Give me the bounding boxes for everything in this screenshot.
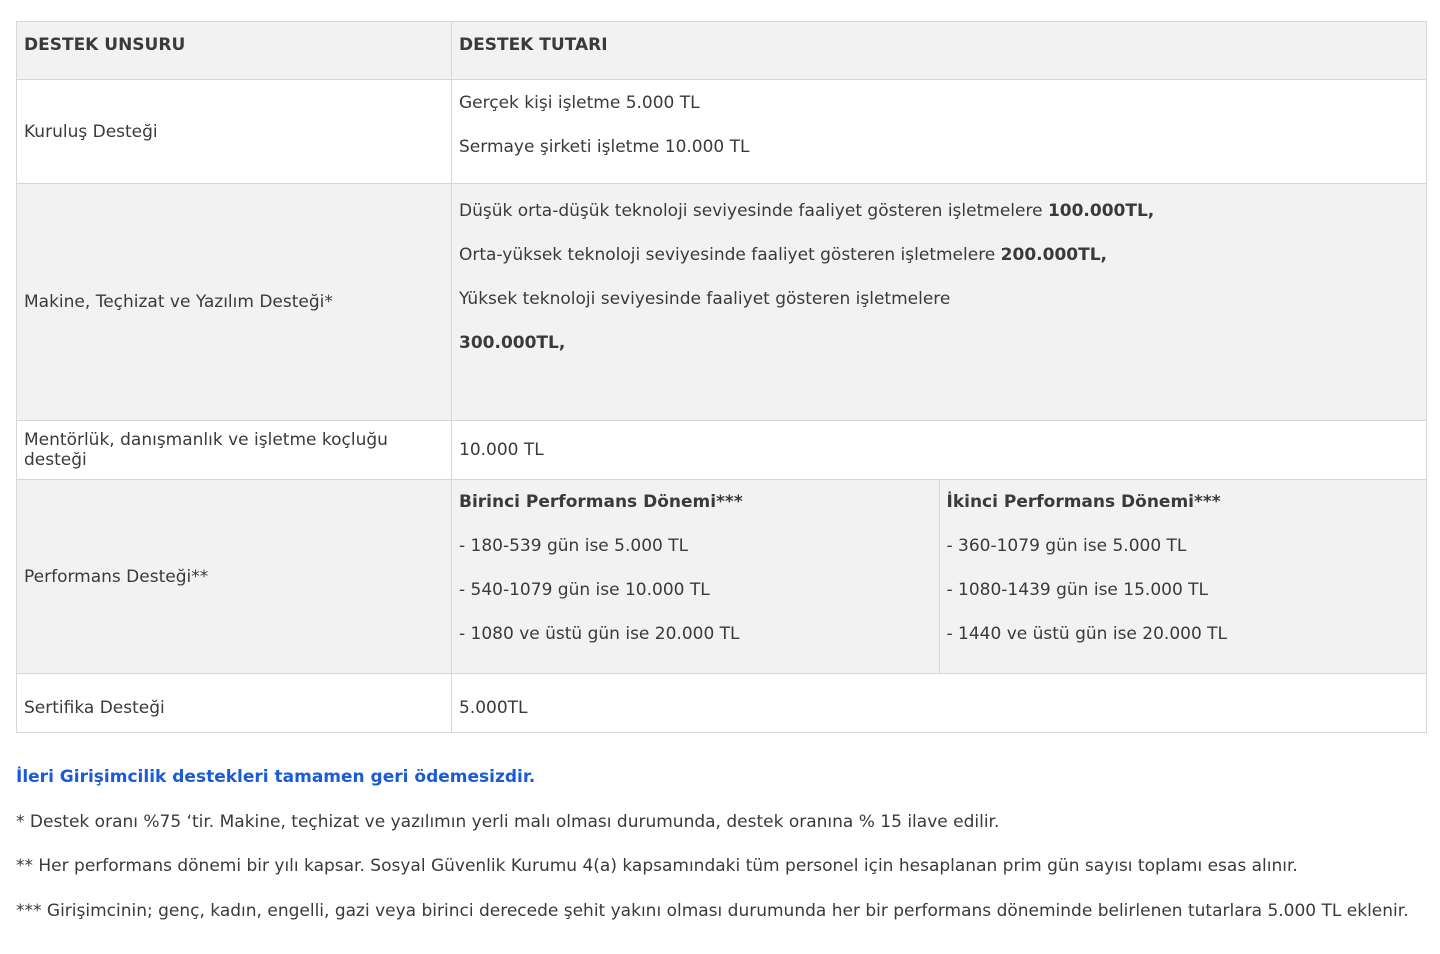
second-period-item-3: - 1440 ve üstü gün ise 20.000 TL	[946, 624, 1228, 644]
makine-line-1	[459, 189, 1419, 233]
row-label-kurulus: Kuruluş Desteği	[17, 80, 452, 184]
first-period-item-3: - 1080 ve üstü gün ise 20.000 TL	[459, 624, 740, 644]
second-period-item-2: - 1080-1439 gün ise 15.000 TL	[946, 580, 1209, 600]
row-value-mentorluk: 10.000 TL	[452, 421, 1427, 480]
kurulus-line-1: Gerçek kişi işletme 5.000 TL	[459, 92, 700, 113]
second-period-title: İkinci Performans Dönemi***	[946, 492, 1221, 512]
table-row-sertifika	[17, 674, 1427, 733]
makine-line-2-amount: 200.000TL,	[1000, 245, 1107, 265]
row-label-mentorluk: Mentörlük, danışmanlık ve işletme koçluğu desteği	[17, 421, 452, 480]
row-label-performans: Performans Desteği**	[17, 480, 452, 674]
row-label-sertifika: Sertifika Desteği	[17, 674, 452, 733]
table-row-performans	[17, 480, 1427, 674]
makine-line-2-text: Orta-yüksek teknoloji seviyesinde faaliyet gösteren işletmelere	[459, 245, 1001, 265]
makine-line-1-amount: 100.000TL,	[1047, 201, 1155, 221]
table-header-row	[17, 22, 1427, 80]
footnote-3: *** Girişimcinin; genç, kadın, engelli, gazi veya birinci derecede şehit yakını olması durumunda her bir performans döneminde belirlenen tutarlara 5.000 TL eklenir.	[16, 900, 1409, 921]
performans-grid	[452, 480, 1426, 673]
footnote-1: * Destek oranı %75 ‘tir. Makine, teçhizat ve yazılımın yerli malı olması durumunda, destek oranına % 15 ilave edilir.	[16, 811, 1000, 832]
footnote-2: ** Her performans dönemi bir yılı kapsar. Sosyal Güvenlik Kurumu 4(a) kapsamındaki tüm personel için hesaplanan prim gün sayısı toplamı esas alınır.	[16, 856, 1298, 876]
column-header-unsur: DESTEK UNSURU	[17, 22, 452, 80]
row-value-kurulus	[452, 80, 1427, 184]
row-value-sertifika: 5.000TL	[452, 674, 1427, 733]
table-row-mentorluk	[17, 421, 1427, 480]
footnotes	[16, 765, 1426, 943]
first-period-item-1: - 180-539 gün ise 5.000 TL	[459, 536, 689, 556]
performans-first-period	[452, 480, 939, 673]
table-row-makine	[17, 184, 1427, 421]
support-table-wrapper	[16, 21, 1427, 733]
row-value-performans	[452, 480, 1427, 674]
row-label-makine: Makine, Teçhizat ve Yazılım Desteği*	[17, 184, 452, 421]
makine-line-4-amount: 300.000TL,	[459, 333, 566, 353]
repayment-headline-link[interactable]: İleri Girişimcilik destekleri tamamen geri ödemesizdir.	[16, 767, 536, 787]
kurulus-line-2: Sermaye şirketi işletme 10.000 TL	[459, 136, 750, 157]
support-table	[16, 21, 1427, 733]
makine-line-2	[459, 233, 1419, 277]
performans-second-period	[939, 480, 1427, 673]
table-row-kurulus	[17, 80, 1427, 184]
row-value-makine	[452, 184, 1427, 421]
makine-line-3: Yüksek teknoloji seviyesinde faaliyet gösteren işletmelere	[459, 289, 951, 309]
second-period-item-1: - 360-1079 gün ise 5.000 TL	[946, 536, 1187, 556]
first-period-title: Birinci Performans Dönemi***	[459, 492, 743, 512]
column-header-tutar: DESTEK TUTARI	[452, 22, 1427, 80]
makine-line-1-text: Düşük orta-düşük teknoloji seviyesinde faaliyet gösteren işletmelere	[459, 201, 1048, 221]
first-period-item-2: - 540-1079 gün ise 10.000 TL	[459, 580, 710, 600]
